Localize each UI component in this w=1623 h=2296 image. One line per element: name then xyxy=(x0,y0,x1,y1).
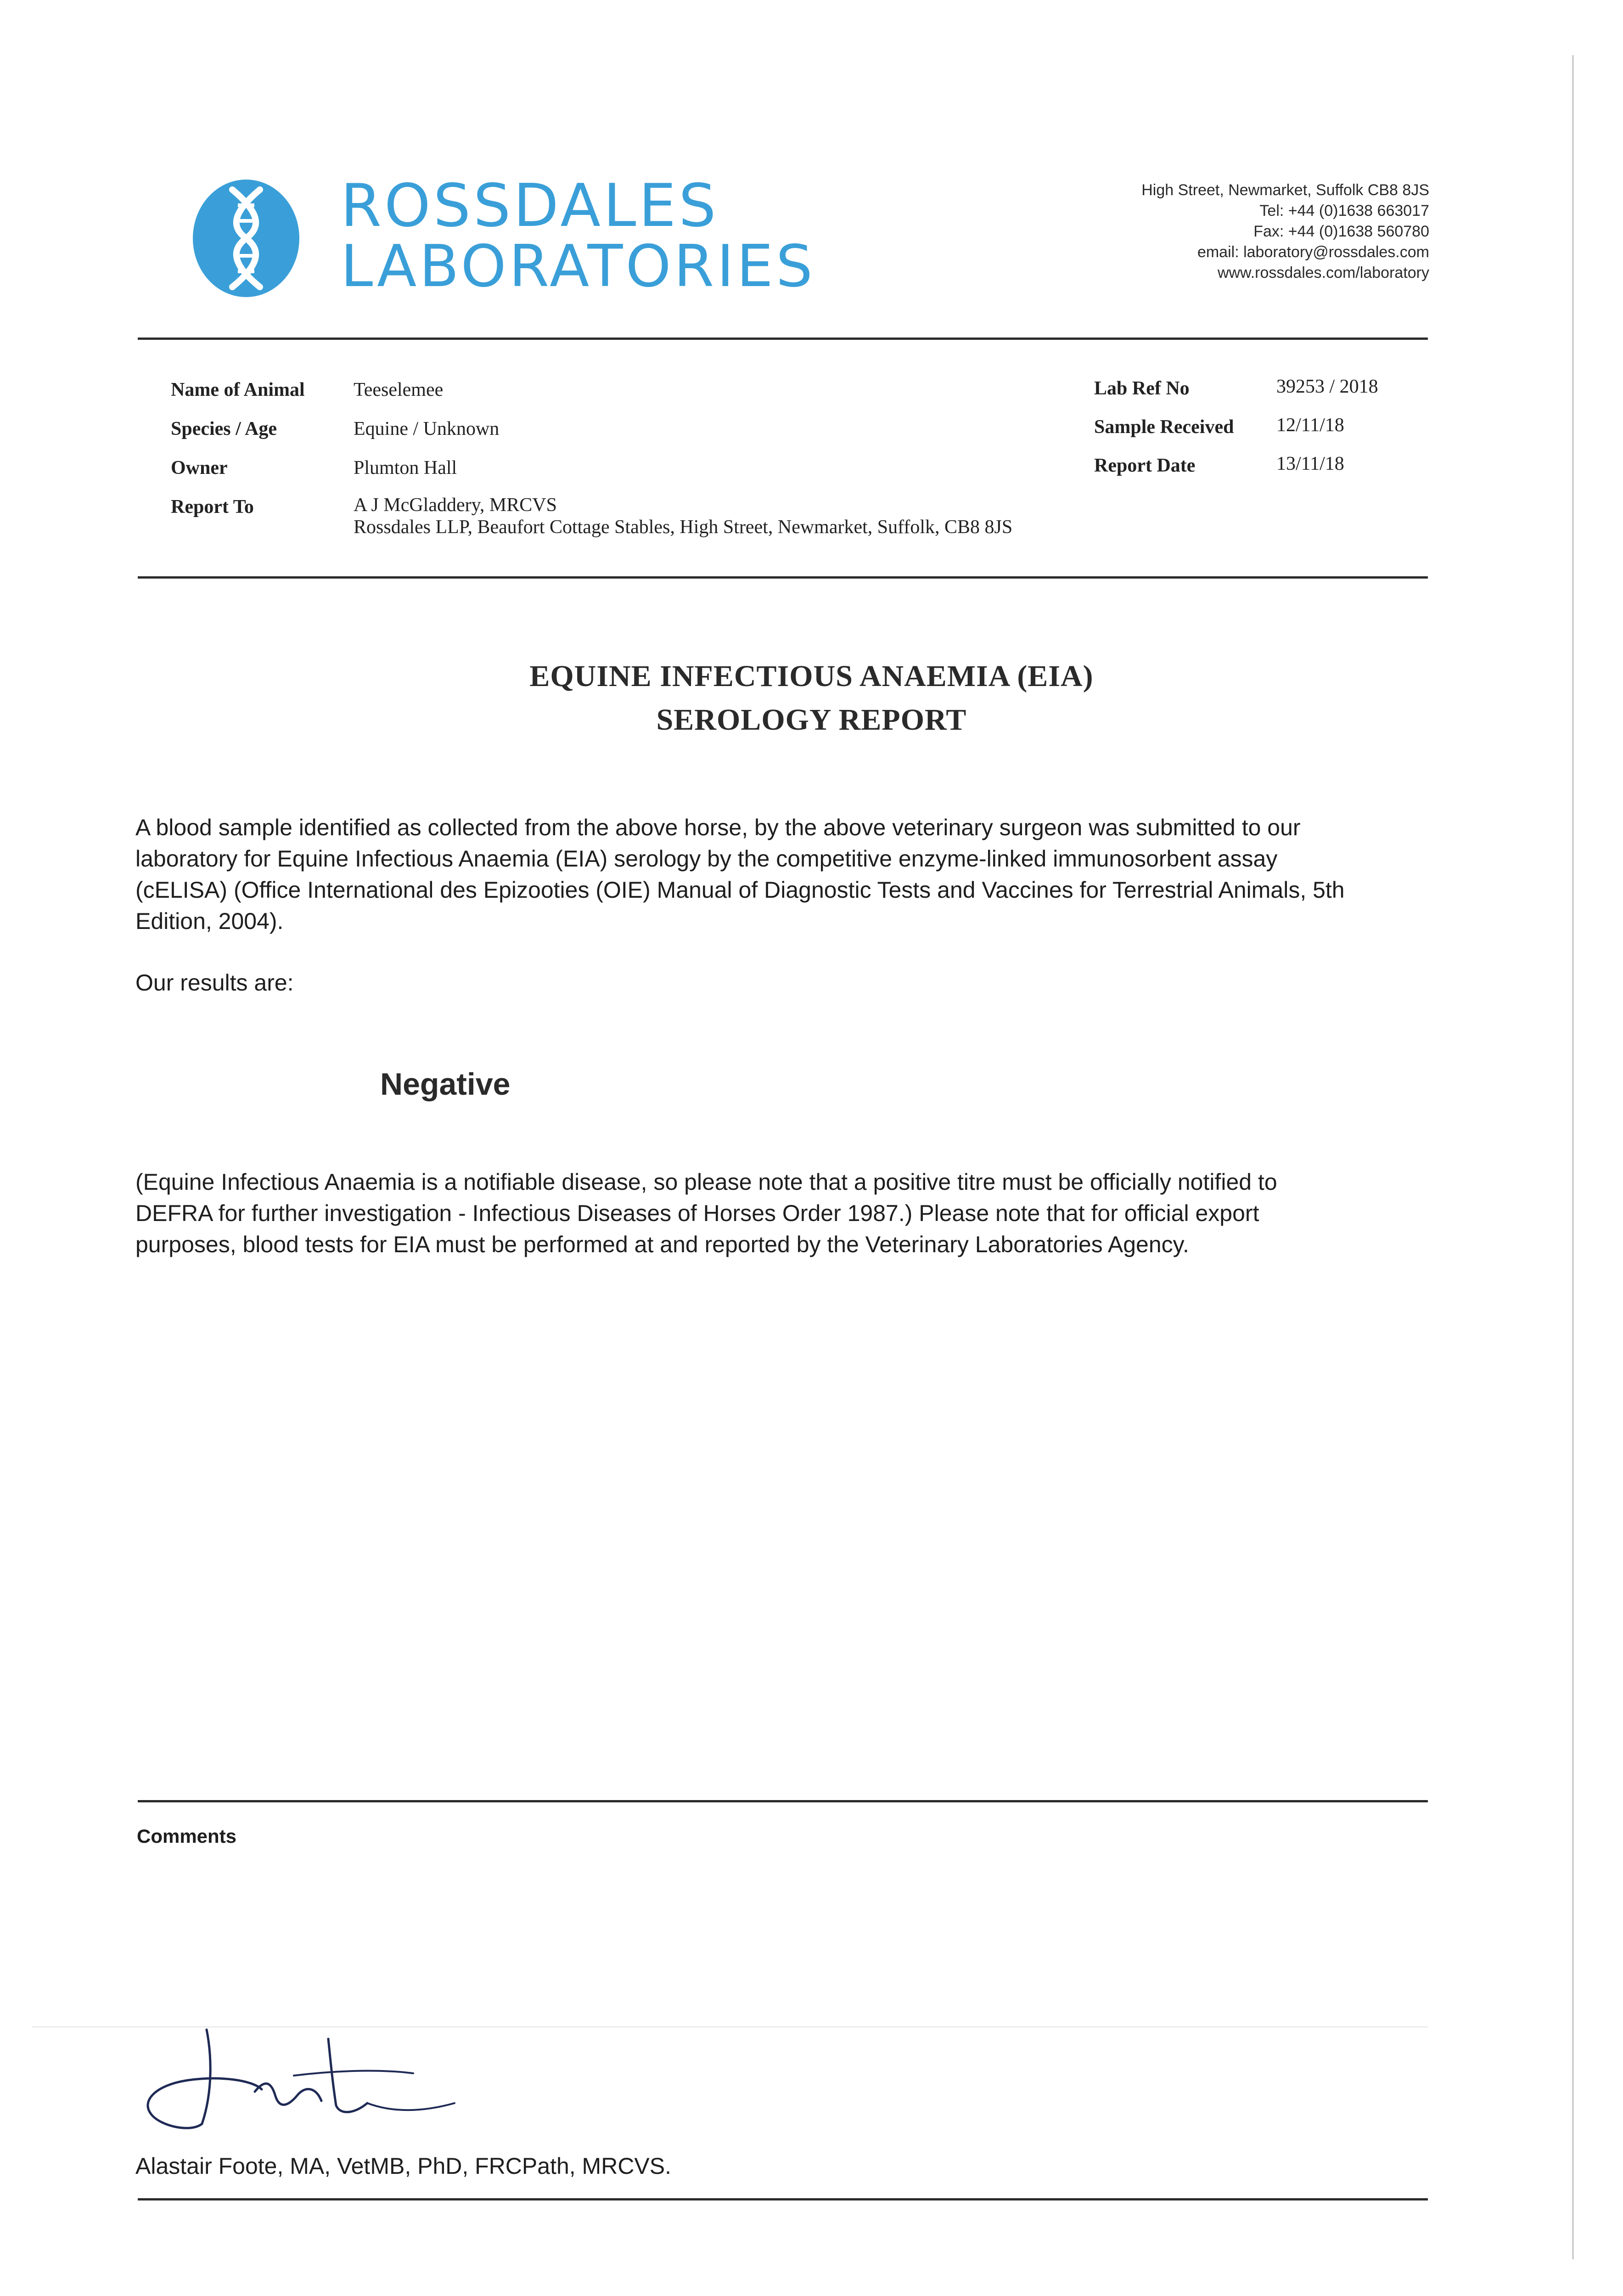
comments-divider xyxy=(138,1800,1428,1802)
paragraph-line: purposes, blood tests for EIA must be performed at and reported by the Veterinary Laboratories Agency. xyxy=(135,1232,1189,1257)
handwritten-signature xyxy=(138,2011,468,2135)
address-line: High Street, Newmarket, Suffolk CB8 8JS xyxy=(1141,181,1429,199)
paragraph-line: laboratory for Equine Infectious Anaemia (EIA) serology by the competitive enzyme-linked immunosorbent assay xyxy=(135,846,1278,872)
brand-line-1: ROSSDALES xyxy=(341,172,719,240)
paragraph-line: DEFRA for further investigation - Infectious Diseases of Horses Order 1987.) Please note that for official export xyxy=(135,1200,1259,1226)
detail-label: Report Date xyxy=(1094,455,1196,476)
detail-value: A J McGladdery, MRCVS xyxy=(354,495,557,516)
detail-value-address: Rossdales LLP, Beaufort Cottage Stables, High Street, Newmarket, Suffolk, CB8 8JS xyxy=(354,517,1013,538)
detail-value: 13/11/18 xyxy=(1276,453,1344,474)
intro-paragraph xyxy=(135,812,1435,937)
notifiable-note xyxy=(135,1166,1435,1260)
address-line: www.rossdales.com/laboratory xyxy=(1217,264,1429,281)
paragraph-line: (Equine Infectious Anaemia is a notifiable disease, so please note that a positive titre must be officially notified to xyxy=(135,1169,1277,1195)
detail-value: Equine / Unknown xyxy=(354,418,500,439)
detail-label: Report To xyxy=(171,496,254,518)
detail-label: Species / Age xyxy=(171,418,277,439)
detail-label: Owner xyxy=(171,457,228,478)
detail-value: 39253 / 2018 xyxy=(1276,376,1378,397)
address-line: Tel: +44 (0)1638 663017 xyxy=(1259,202,1429,219)
results-intro: Our results are: xyxy=(135,970,294,996)
paragraph-line: (cELISA) (Office International des Epizooties (OIE) Manual of Diagnostic Tests and Vaccines for Terrestrial Animals, 5th xyxy=(135,877,1345,903)
brand-line-2: LABORATORIES xyxy=(341,232,815,300)
detail-label: Sample Received xyxy=(1094,416,1234,438)
detail-label: Name of Animal xyxy=(171,379,305,400)
test-result: Negative xyxy=(380,1067,511,1102)
header-divider xyxy=(138,338,1428,340)
detail-value: Plumton Hall xyxy=(354,457,457,478)
dna-helix-icon xyxy=(192,177,300,300)
paragraph-line: Edition, 2004). xyxy=(135,908,284,934)
paragraph-line: A blood sample identified as collected from the above horse, by the above veterinary surgeon was submitted to our xyxy=(135,815,1301,840)
report-title-line-1: EQUINE INFECTIOUS ANAEMIA (EIA) xyxy=(529,659,1094,693)
report-title-line-2: SEROLOGY REPORT xyxy=(656,703,967,737)
signatory-name: Alastair Foote, MA, VetMB, PhD, FRCPath, MRCVS. xyxy=(135,2153,672,2179)
detail-value: 12/11/18 xyxy=(1276,415,1344,436)
details-divider xyxy=(138,576,1428,579)
page-edge-line xyxy=(1572,55,1574,2259)
lab-address xyxy=(1141,180,1429,283)
address-line: Fax: +44 (0)1638 560780 xyxy=(1253,223,1429,240)
comments-label: Comments xyxy=(137,1825,237,1847)
detail-value: Teeselemee xyxy=(354,379,444,400)
footer-divider xyxy=(138,2198,1428,2200)
detail-label: Lab Ref No xyxy=(1094,378,1190,399)
address-line: email: laboratory@rossdales.com xyxy=(1197,243,1429,261)
brand-logo xyxy=(341,172,815,300)
